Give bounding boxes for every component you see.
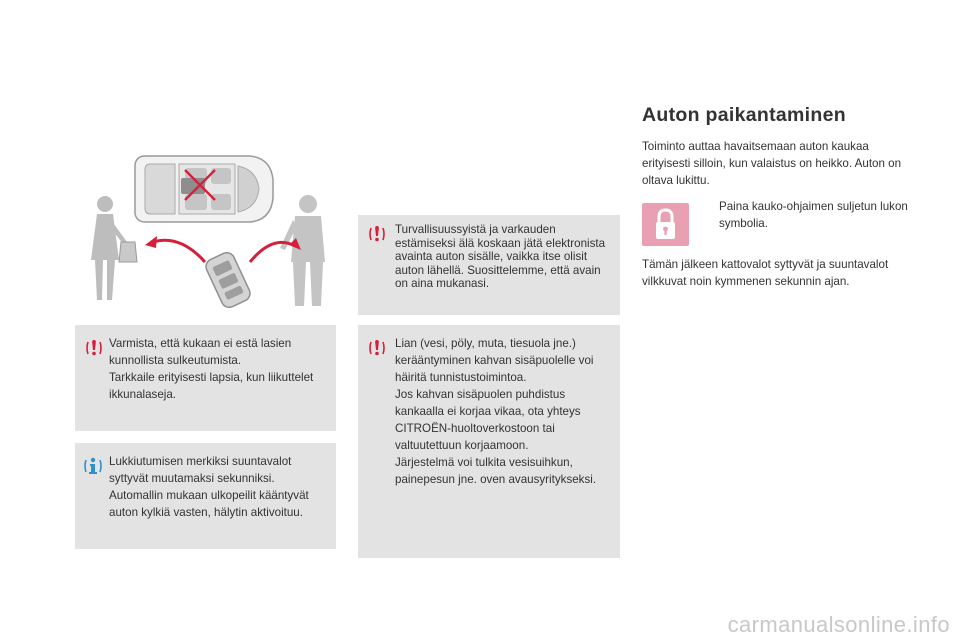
step-text: Paina kauko-ohjaimen suljetun lukon symbolia. bbox=[719, 200, 908, 230]
exclamation-warning-icon bbox=[85, 339, 103, 357]
exclamation-warning-icon bbox=[368, 225, 386, 243]
children-warning-text-2: Tarkkaile erityisesti lapsia, kun liikuttelet ikkunalaseja. bbox=[109, 371, 314, 401]
theft-warning-box bbox=[358, 215, 620, 315]
key-fob-icon bbox=[203, 250, 252, 310]
theft-warning-text: Turvallisuussyistä ja varkauden estämiseksi älä koskaan jätä elektronista avainta auton sisälle, vaikka itse olisit auton lähellä. Suosittelemme, että avain on aina mukanasi. bbox=[395, 223, 606, 290]
padlock-icon bbox=[642, 203, 689, 246]
children-warning-box bbox=[75, 325, 336, 431]
dirt-warning-text-1: Lian (vesi, pöly, muta, tiesuola jne.) kerääntyminen kahvan sisäpuolelle voi häiritä tunnistustoimintoa. bbox=[395, 337, 594, 384]
lock-button-tile bbox=[642, 203, 689, 246]
exclamation-warning-icon bbox=[368, 339, 386, 357]
dirt-warning-text-2: Jos kahvan sisäpuolen puhdistus kankaalla ei korjaa vikaa, ota yhteys CITROËN-huoltoverkostoon tai valtuutettuun korjaamoon. bbox=[395, 388, 581, 452]
locking-info-text: Lukkiutumisen merkiksi suuntavalot syttyvät muutamaksi sekunniksi. Automallin mukaan ulkopeilit kääntyvät auton kylkiä vasten, hälytin aktivoituu. bbox=[109, 455, 309, 519]
arrow-left bbox=[153, 240, 205, 262]
arrow-right bbox=[250, 242, 295, 262]
car-top-view bbox=[135, 156, 273, 222]
man-figure bbox=[280, 195, 325, 306]
dirt-warning-text-3: Järjestelmä voi tulkita vesisuihkun, painepesun jne. oven avausyritykseksi. bbox=[395, 456, 597, 486]
page-title: Auton paikantaminen bbox=[642, 104, 846, 126]
locking-info-box bbox=[75, 443, 336, 549]
intro-text: Toiminto auttaa havaitsemaan auton kaukaa erityisesti silloin, kun valaistus on heikko. Auton on oltava lukittu. bbox=[642, 140, 902, 187]
watermark: carmanualsonline.info bbox=[727, 612, 950, 637]
children-warning-text-1: Varmista, että kukaan ei estä lasien kunnollista sulkeutumista. bbox=[109, 337, 292, 367]
result-text: Tämän jälkeen kattovalot syttyvät ja suuntavalot vilkkuvat noin kymmenen sekunnin ajan. bbox=[642, 258, 889, 288]
illustration-keyless-access bbox=[75, 150, 335, 325]
dirt-warning-box bbox=[358, 325, 620, 558]
info-icon bbox=[84, 457, 102, 475]
woman-figure bbox=[91, 196, 137, 300]
